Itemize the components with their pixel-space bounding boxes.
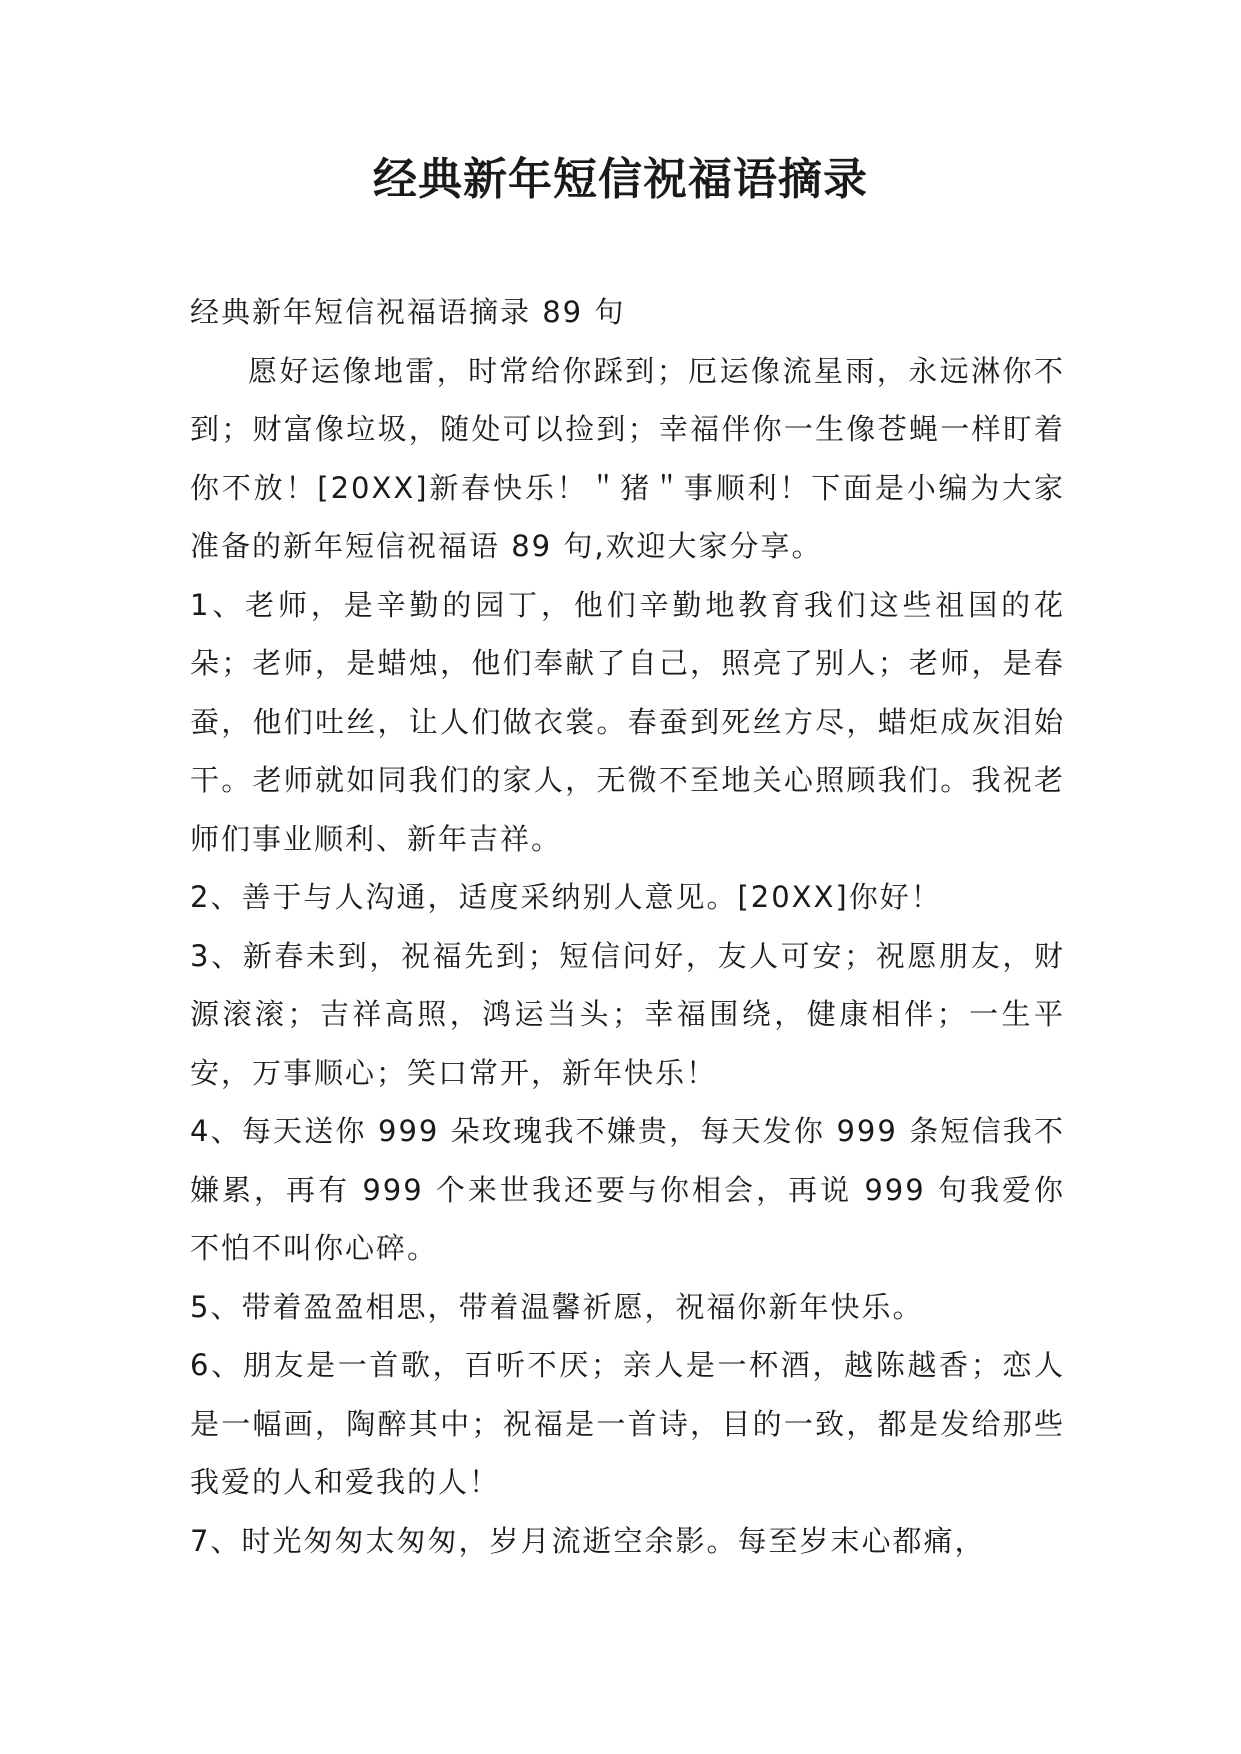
document-body bbox=[190, 283, 1065, 1570]
list-item: 3、新春未到，祝福先到；短信问好，友人可安；祝愿朋友，财源滚滚；吉祥高照，鸿运当头；幸福围绕，健康相伴；一生平安，万事顺心；笑口常开，新年快乐！ bbox=[190, 938, 1065, 1090]
list-item: 5、带着盈盈相思，带着温馨祈愿，祝福你新年快乐。 bbox=[190, 1289, 924, 1324]
document-title: 经典新年短信祝福语摘录 bbox=[373, 154, 868, 205]
list-item: 2、善于与人沟通，适度采纳别人意见。[20XX]你好！ bbox=[190, 880, 942, 914]
list-item: 1、老师，是辛勤的园丁，他们辛勤地教育我们这些祖国的花朵；老师，是蜡烛，他们奉献了自己，照亮了别人；老师，是春蚕，他们吐丝，让人们做衣裳。春蚕到死丝方尽，蜡炬成灰泪始干。老师就如同我们的家人，无微不至地关心照顾我们。我祝老师们事业顺利、新年吉祥。 bbox=[190, 587, 1065, 856]
list-item: 4、每天送你 999 朵玫瑰我不嫌贵，每天发你 999 条短信我不嫌累，再有 999 个来世我还要与你相会，再说 999 句我爱你不怕不叫你心碎。 bbox=[190, 1114, 1065, 1265]
list-item: 6、朋友是一首歌，百听不厌；亲人是一杯酒，越陈越香；恋人是一幅画，陶醉其中；祝福是一首诗，目的一致，都是发给那些我爱的人和爱我的人！ bbox=[190, 1348, 1065, 1499]
intro-paragraph: 愿好运像地雷，时常给你踩到；厄运像流星雨，永远淋你不到；财富像垃圾，随处可以捡到；幸福伴你一生像苍蝇一样盯着你不放！[20XX]新春快乐！＂猪＂事顺利！下面是小编为大家准备的新年短信祝福语 89 句,欢迎大家分享。 bbox=[190, 353, 1065, 563]
list-item: 7、时光匆匆太匆匆，岁月流逝空余影。每至岁末心都痛， bbox=[190, 1523, 986, 1558]
subtitle-line: 经典新年短信祝福语摘录 89 句 bbox=[190, 295, 626, 329]
